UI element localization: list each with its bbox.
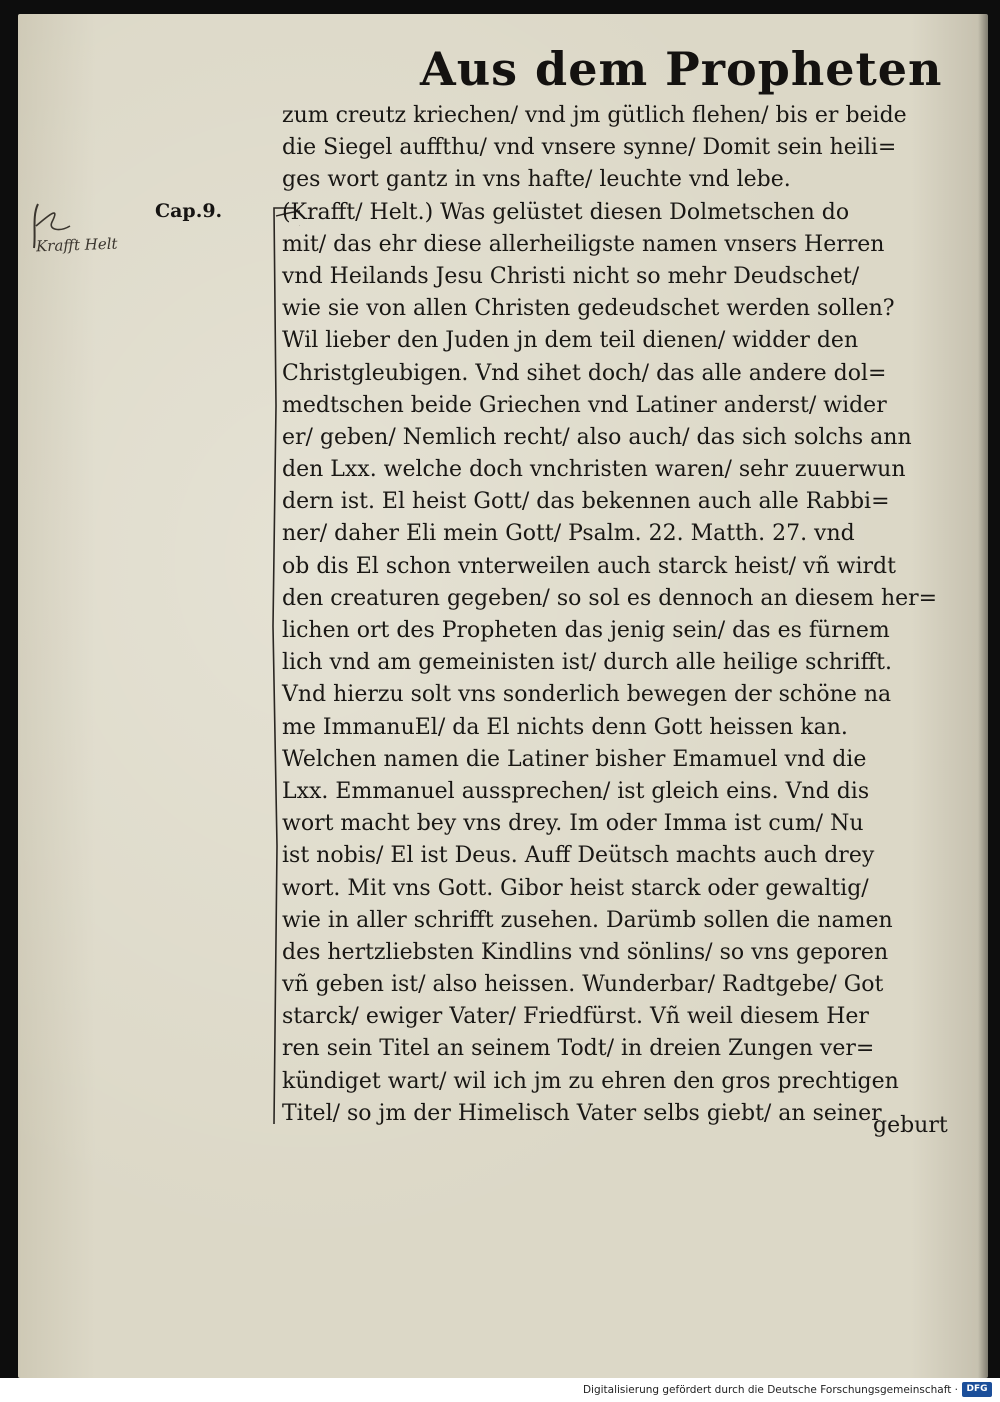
text-line: mit/ das ehr diese allerheiligste namen vnsers Herren	[282, 231, 885, 257]
text-line: zum creutz kriechen/ vnd jm gütlich flehen/ bis er beide	[282, 103, 907, 128]
text-line: lichen ort des Propheten das jenig sein/ das es fürnem	[282, 618, 890, 643]
text-line: starck/ ewiger Vater/ Friedfürst. Vñ weil diesem Her	[282, 1004, 869, 1030]
main-text-block	[282, 100, 952, 1130]
text-line: er/ geben/ Nemlich recht/ also auch/ das sich solchs ann	[282, 424, 912, 450]
text-line: ob dis El schon vnterweilen auch starck heist/ vñ wirdt	[282, 553, 896, 579]
text-line: Lxx. Emmanuel aussprechen/ ist gleich eins. Vnd dis	[282, 778, 870, 804]
marginal-chapter-note: Cap.9.	[155, 200, 223, 222]
text-line: vñ geben ist/ also heissen. Wunderbar/ Radtgebe/ Got	[282, 972, 884, 998]
digitization-credit: Digitalisierung gefördert durch die Deutsche Forschungsgemeinschaft ·	[582, 1384, 958, 1396]
text-line: ges wort gantz in vns hafte/ leuchte vnd lebe.	[282, 167, 791, 193]
handwritten-annotation-text: Krafft Helt	[35, 234, 118, 256]
text-line: ren sein Titel an seinem Todt/ in dreien Zungen ver=	[282, 1036, 875, 1062]
text-line: wort. Mit vns Gott. Gibor heist starck oder gewaltig/	[282, 875, 869, 901]
text-line: lich vnd am gemeinisten ist/ durch alle heilige schrifft.	[282, 650, 892, 676]
text-line: vnd Heilands Jesu Christi nicht so mehr Deudschet/	[282, 263, 860, 289]
text-line: me ImmanuEl/ da El nichts denn Gott heissen kan.	[282, 714, 848, 740]
text-line: die Siegel auffthu/ vnd vnsere synne/ Domit sein heili=	[282, 135, 897, 161]
text-line: wie in aller schrifft zusehen. Darümb sollen die namen	[282, 907, 893, 933]
text-line: Christgleubigen. Vnd sihet doch/ das alle andere dol=	[282, 360, 887, 386]
text-line: wort macht bey vns drey. Im oder Imma ist cum/ Nu	[282, 811, 864, 837]
page-edge-shadow	[978, 14, 988, 1378]
text-line: wie sie von allen Christen gedeudschet werden sollen?	[282, 296, 895, 322]
text-line: Welchen namen die Latiner bisher Emamuel vnd die	[282, 746, 867, 772]
text-line: medtschen beide Griechen vnd Latiner anderst/ wider	[282, 392, 887, 418]
text-line: des hertzliebsten Kindlins vnd sönlins/ so vns geporen	[282, 939, 889, 965]
catchword: geburt	[873, 1113, 948, 1138]
text-line: ner/ daher Eli mein Gott/ Psalm. 22. Matth. 27. vnd	[282, 521, 855, 547]
running-title: Aus dem Propheten	[420, 42, 943, 96]
text-line: Titel/ so jm der Himelisch Vater selbs giebt/ an seiner	[282, 1100, 882, 1126]
text-line: den Lxx. welche doch vnchristen waren/ sehr zuuerwun	[282, 457, 906, 483]
text-line: ist nobis/ El ist Deus. Auff Deütsch machts auch drey	[282, 843, 875, 869]
text-line: Wil lieber den Juden jn dem teil dienen/ widder den	[282, 328, 859, 354]
text-line: (Krafft/ Helt.) Was gelüstet diesen Dolmetschen do	[282, 199, 850, 225]
text-line: den creaturen gegeben/ so sol es dennoch an diesem her=	[282, 585, 938, 611]
text-line: kündiget wart/ wil ich jm zu ehren den gros prechtigen	[282, 1068, 899, 1094]
dfg-logo[interactable]: DFG	[962, 1382, 992, 1397]
text-line: Vnd hierzu solt vns sonderlich bewegen der schöne na	[282, 682, 892, 708]
text-line: dern ist. El heist Gott/ das bekennen auch alle Rabbi=	[282, 489, 890, 515]
